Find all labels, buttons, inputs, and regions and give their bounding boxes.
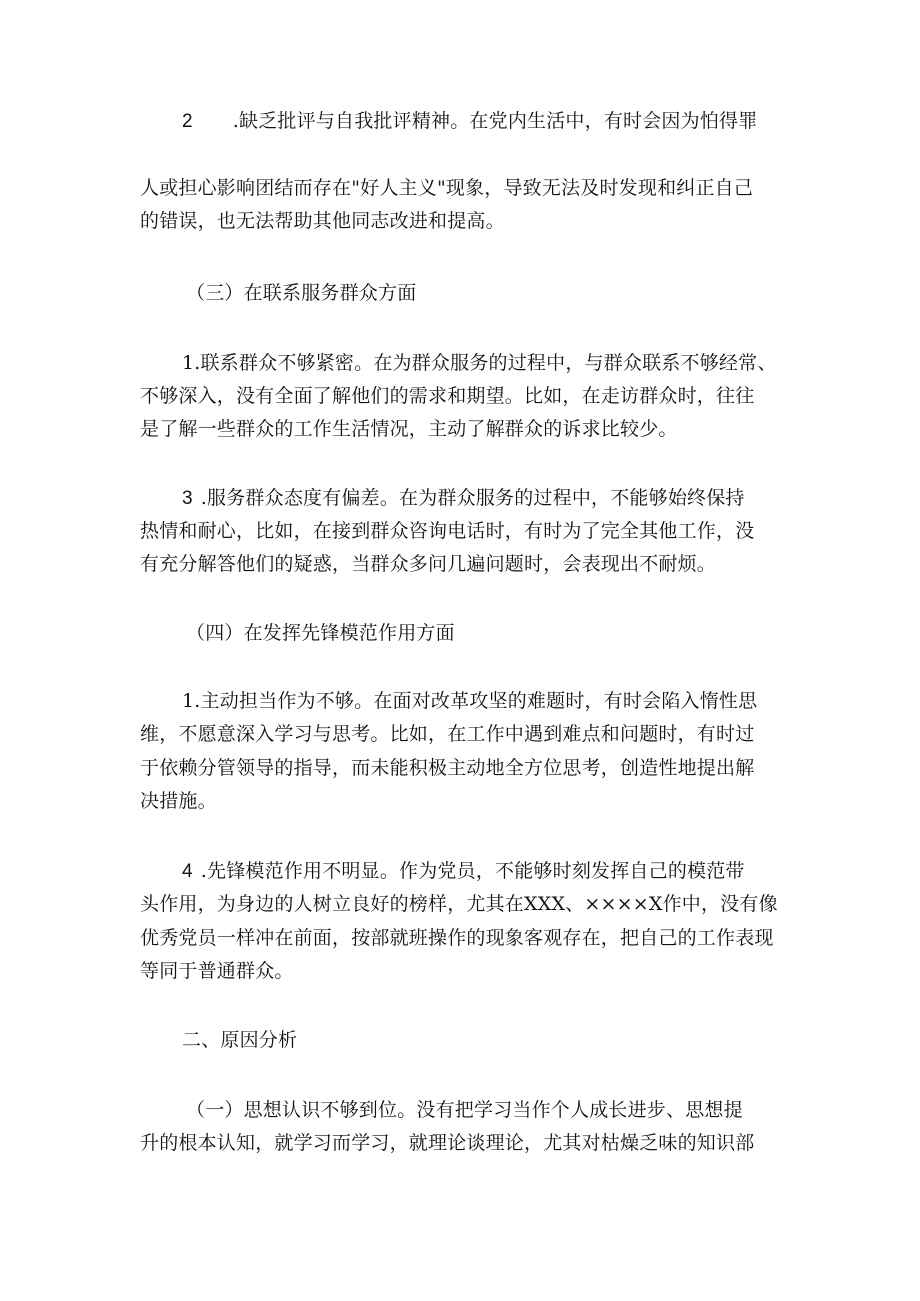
item-number-3: 3 — [182, 488, 193, 509]
paragraph-2-line-2: 人或担心影响团结而存在"好人主义"现象，导致无法及时发现和纠正自己 — [140, 177, 754, 199]
item-number-4: 4 — [182, 861, 193, 882]
paragraph-contact-line-1: 1.联系群众不够紧密。在为群众服务的过程中，与群众联系不够经常、 — [182, 352, 777, 374]
paragraph-initiative-line-3: 于依赖分管领导的指导，而未能积极主动地全方位思考，创造性地提出解 — [140, 757, 755, 779]
paragraph-3-line-1 — [182, 485, 824, 512]
paragraph-initiative-line-1: 1.主动担当作为不够。在面对改革攻坚的难题时，有时会陷入惰性思 — [182, 690, 758, 712]
paragraph-4-line-4: 等同于普通群众。 — [140, 960, 294, 982]
item-number-2: 2 — [182, 111, 193, 132]
paragraph-initiative-line-4: 决措施。 — [140, 790, 217, 812]
paragraph-4-text-1: .先锋模范作用不明显。作为党员，不能够时刻发挥自己的模范带 — [200, 860, 745, 882]
paragraph-3-line-3: 有充分解答他们的疑惑，当群众多问几遍问题时，会表现出不耐烦。 — [140, 553, 717, 575]
section-heading-two: 二、原因分析 — [182, 1029, 298, 1051]
paragraph-2-line-1 — [182, 108, 824, 135]
paragraph-contact-line-3: 是了解一些群众的工作生活情况，主动了解群众的诉求比较少。 — [140, 418, 678, 440]
paragraph-2-text-1: .缺乏批评与自我批评精神。在党内生活中，有时会因为怕得罪 — [232, 110, 758, 132]
paragraph-2-line-3: 的错误，也无法帮助其他同志改进和提高。 — [140, 210, 505, 232]
paragraph-cause-line-2: 升的根本认知，就学习而学习，就理论谈理论，尤其对枯燥乏味的知识部 — [140, 1132, 755, 1154]
paragraph-4-line-1 — [182, 858, 824, 885]
paragraph-4-line-3: 优秀党员一样冲在前面，按部就班操作的现象客观存在，把自己的工作表现 — [140, 927, 774, 949]
paragraph-cause-line-1: （一）思想认识不够到位。没有把学习当作个人成长进步、思想提 — [186, 1099, 743, 1121]
section-heading-4: （四）在发挥先锋模范作用方面 — [186, 622, 455, 644]
paragraph-4-line-2: 头作用，为身边的人树立良好的榜样，尤其在XXX、××××X作中，没有像 — [140, 893, 778, 915]
section-heading-3: （三）在联系服务群众方面 — [186, 282, 417, 304]
paragraph-contact-line-2: 不够深入，没有全面了解他们的需求和期望。比如，在走访群众时，往往 — [140, 385, 755, 407]
paragraph-3-line-2: 热情和耐心，比如，在接到群众咨询电话时，有时为了完全其他工作，没 — [140, 520, 755, 542]
paragraph-initiative-line-2: 维，不愿意深入学习与思考。比如，在工作中遇到难点和问题时，有时过 — [140, 723, 755, 745]
paragraph-3-text-1: .服务群众态度有偏差。在为群众服务的过程中，不能够始终保持 — [200, 487, 745, 509]
